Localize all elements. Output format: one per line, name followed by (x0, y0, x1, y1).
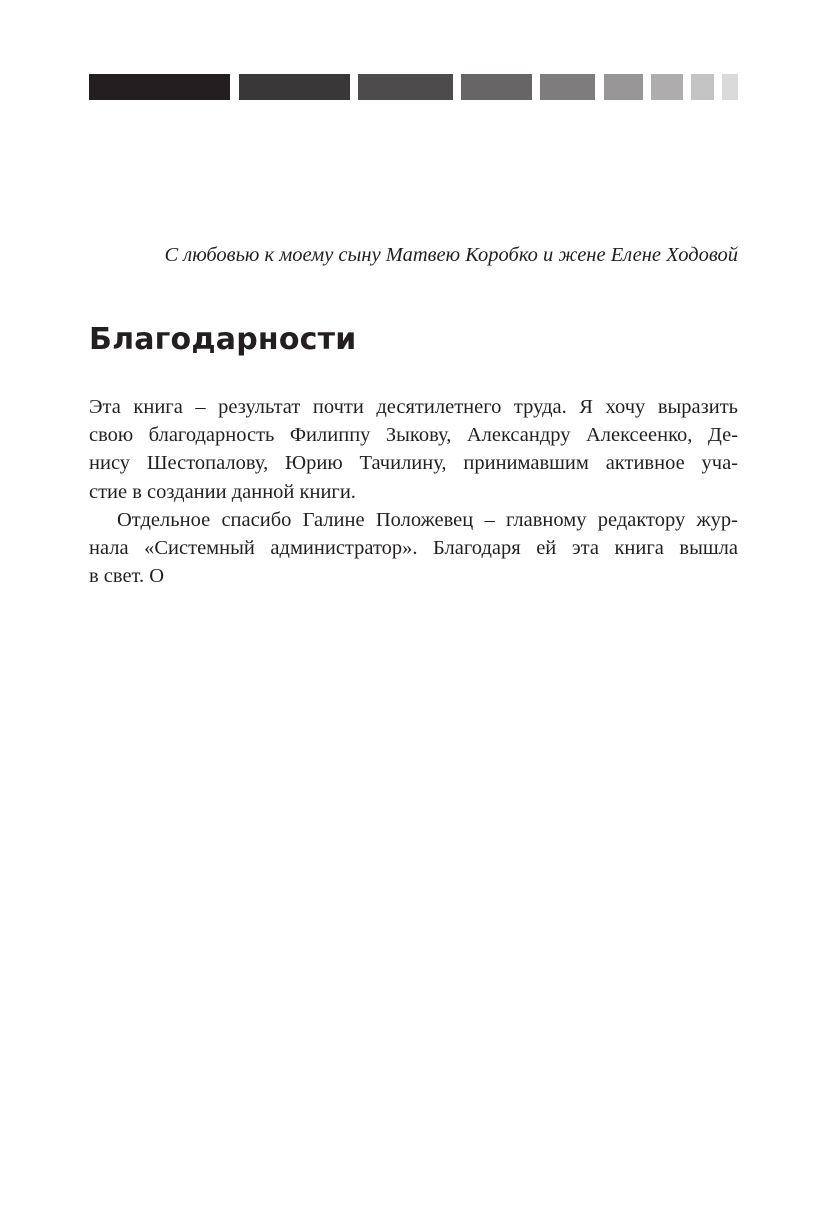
text-line: нала «Системный администратор». Благодаря ей эта книга вышла (89, 536, 738, 559)
page-title: Благодарности (89, 322, 357, 357)
header-bar-segment (239, 74, 350, 100)
text-line: стие в создании данной книги. (89, 480, 356, 503)
paragraph (89, 393, 738, 506)
header-gradient-bar (89, 74, 738, 100)
text-line: в свет. О (89, 565, 165, 588)
header-bar-segment (461, 74, 532, 100)
paragraph (89, 506, 738, 591)
text-line: Эта книга – результат почти десятилетнего труда. Я хочу выразить (89, 396, 738, 418)
body-text (89, 393, 738, 590)
header-bar-segment (722, 74, 738, 100)
header-bar-segment (604, 74, 643, 100)
header-bar-segment (651, 74, 683, 100)
text-line: свою благодарность Филиппу Зыкову, Александру Алексеенко, Де- (89, 424, 738, 447)
header-bar-segment (358, 74, 453, 100)
header-bar-segment (691, 74, 714, 100)
text-line: Отдельное спасибо Галине Положевец – главному редактору жур- (117, 508, 738, 531)
text-line: нису Шестопалову, Юрию Тачилину, принимавшим активное уча- (89, 452, 738, 475)
header-bar-segment (540, 74, 595, 100)
header-bar-segment (89, 74, 230, 100)
dedication: С любовью к моему сыну Матвею Коробко и жене Елене Ходовой (164, 244, 738, 266)
